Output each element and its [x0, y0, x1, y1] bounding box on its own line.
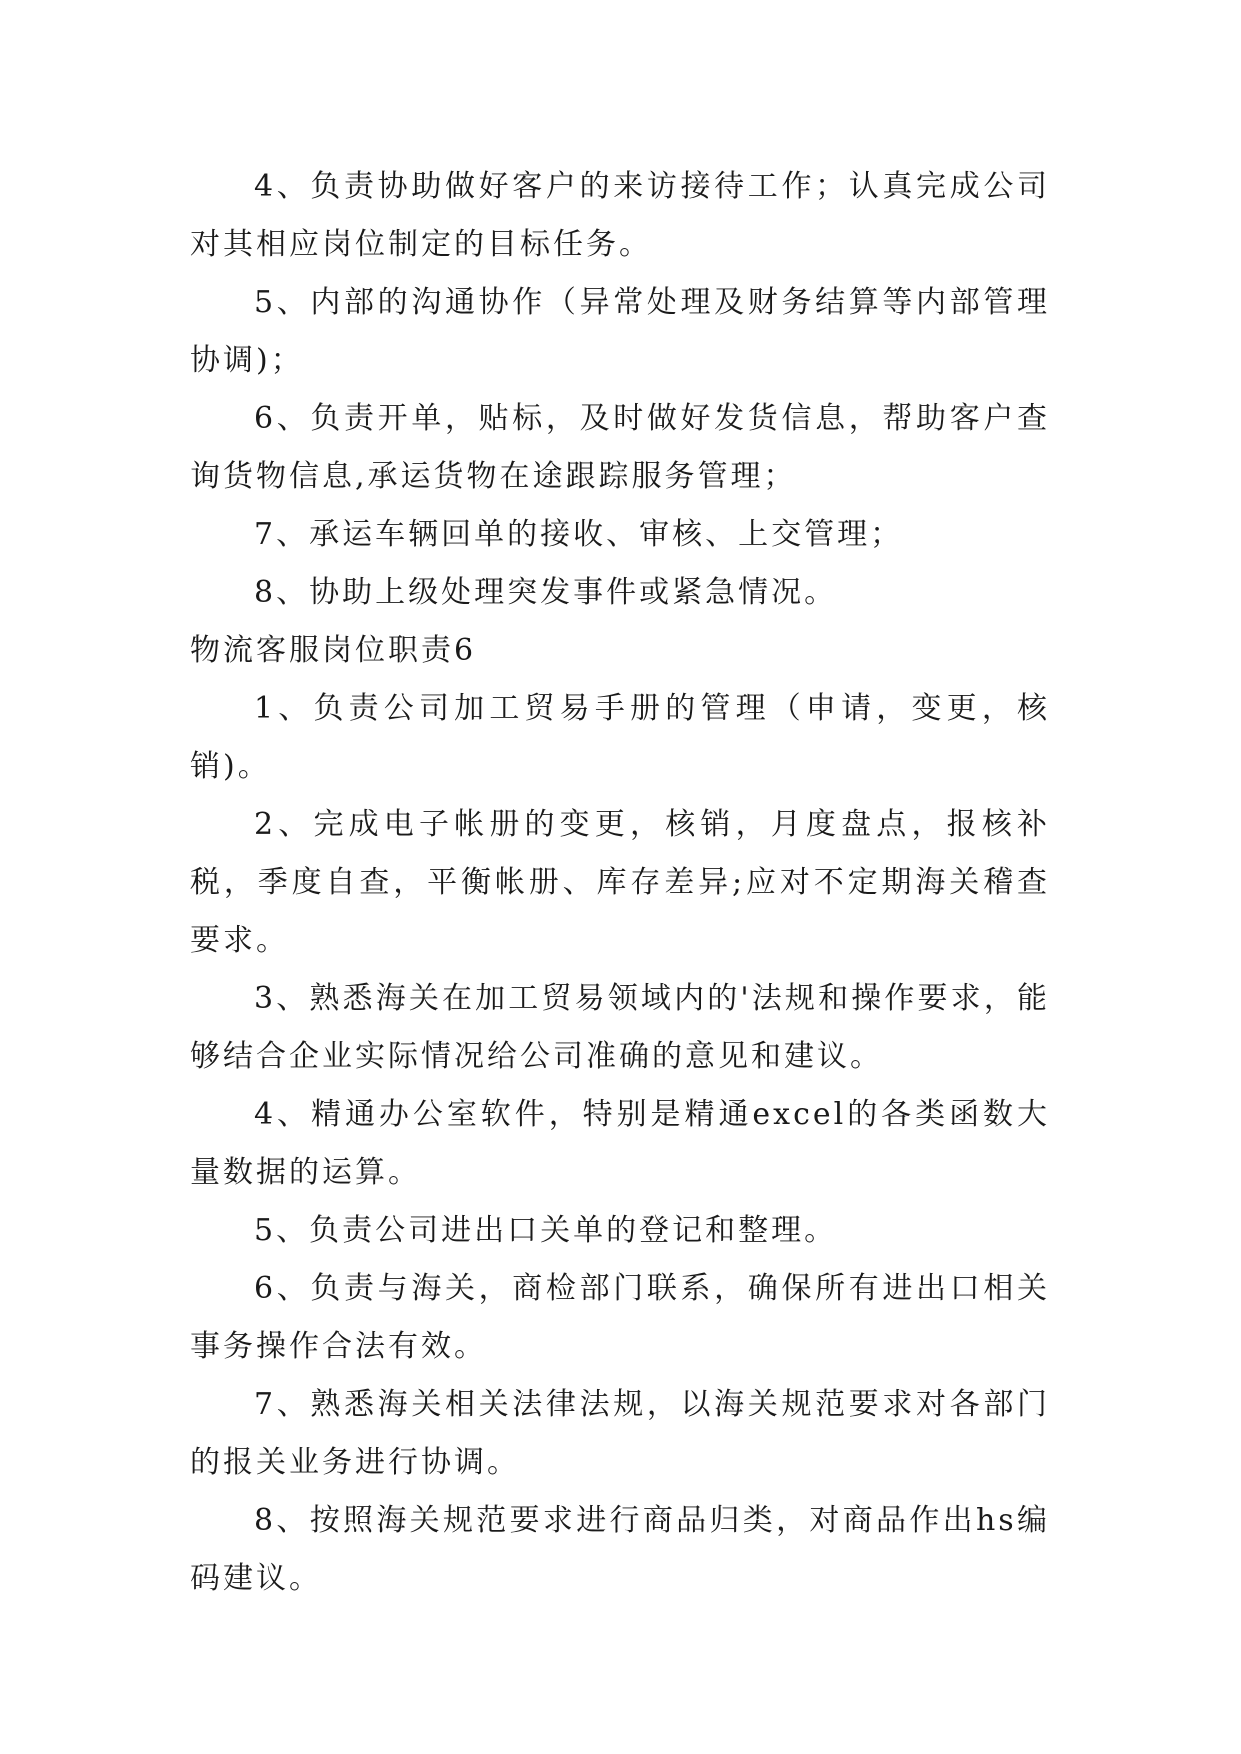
section-paragraph-1: 1、负责公司加工贸易手册的管理（申请，变更，核销)。 — [190, 691, 1050, 784]
section-paragraph-8: 8、按照海关规范要求进行商品归类，对商品作出hs编码建议。 — [190, 1503, 1050, 1596]
section-paragraph-5: 5、负责公司进出口关单的登记和整理。 — [254, 1213, 838, 1248]
section-paragraph-2: 2、完成电子帐册的变更，核销，月度盘点，报核补税，季度自查，平衡帐册、库存差异;应对不定期海关稽查要求。 — [190, 807, 1050, 958]
section-heading: 物流客服岗位职责6 — [190, 633, 477, 668]
paragraph-duty-4: 4、负责协助做好客户的来访接待工作；认真完成公司对其相应岗位制定的目标任务。 — [190, 169, 1050, 262]
section-paragraph-3: 3、熟悉海关在加工贸易领域内的'法规和操作要求，能够结合企业实际情况给公司准确的意见和建议。 — [190, 981, 1050, 1074]
section-paragraph-6: 6、负责与海关，商检部门联系，确保所有进出口相关事务操作合法有效。 — [190, 1271, 1050, 1364]
section-paragraph-7: 7、熟悉海关相关法律法规，以海关规范要求对各部门的报关业务进行协调。 — [190, 1387, 1050, 1480]
section-paragraph-4: 4、精通办公室软件，特别是精通excel的各类函数大量数据的运算。 — [190, 1097, 1050, 1190]
paragraph-duty-6: 6、负责开单，贴标，及时做好发货信息，帮助客户查询货物信息,承运货物在途跟踪服务管理； — [190, 401, 1050, 494]
paragraph-duty-8: 8、协助上级处理突发事件或紧急情况。 — [254, 575, 838, 610]
paragraph-duty-7: 7、承运车辆回单的接收、审核、上交管理； — [254, 517, 904, 552]
paragraph-duty-5: 5、内部的沟通协作（异常处理及财务结算等内部管理协调)； — [190, 285, 1050, 378]
document-body — [190, 158, 1050, 1608]
